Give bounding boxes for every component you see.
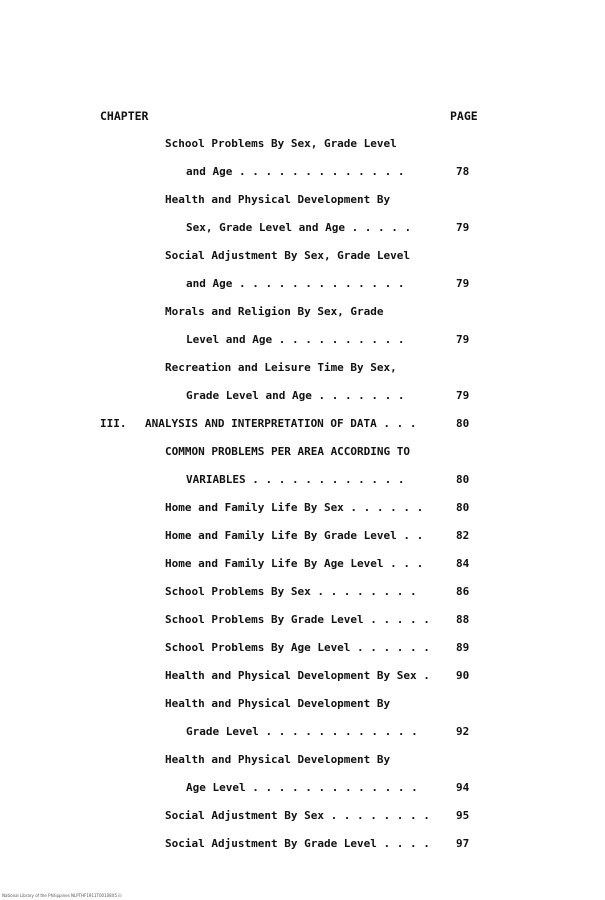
toc-entry: VARIABLES . . . . . . . . . . . .	[186, 473, 405, 486]
toc-page-number: 80	[456, 473, 470, 486]
toc-page-number: 79	[456, 277, 470, 290]
toc-page-number: 80	[456, 417, 470, 430]
toc-entry: School Problems By Sex, Grade Level	[165, 137, 397, 150]
footer-text: National Library of the Philippines NLPTHF1911T00108X5 iii	[2, 893, 122, 898]
toc-entry: Morals and Religion By Sex, Grade	[165, 305, 384, 318]
toc-page-number: 82	[456, 529, 470, 542]
toc-entry: and Age . . . . . . . . . . . . .	[186, 277, 405, 290]
toc-page-number: 95	[456, 809, 470, 822]
toc-entry: Health and Physical Development By	[165, 753, 391, 766]
toc-page-number: 90	[456, 669, 470, 682]
toc-entry: Home and Family Life By Sex . . . . . .	[165, 501, 424, 514]
toc-entry: Health and Physical Development By Sex .	[165, 669, 430, 682]
toc-page-number: 97	[456, 837, 470, 850]
toc-entry: Social Adjustment By Sex . . . . . . . .	[165, 809, 430, 822]
toc-page-number: 88	[456, 613, 470, 626]
toc-page-number: 79	[456, 389, 470, 402]
toc-entry: Home and Family Life By Age Level . . .	[165, 557, 424, 570]
toc-page-number: 80	[456, 501, 470, 514]
toc-entry: School Problems By Sex . . . . . . . .	[165, 585, 417, 598]
toc-entry: School Problems By Grade Level . . . . .	[165, 613, 430, 626]
toc-entry: Age Level . . . . . . . . . . . . .	[186, 781, 418, 794]
toc-page-number: 92	[456, 725, 470, 738]
toc-entry: Health and Physical Development By	[165, 193, 391, 206]
toc-entry: Level and Age . . . . . . . . . .	[186, 333, 405, 346]
page-heading: PAGE	[450, 109, 478, 123]
toc-entry: Grade Level and Age . . . . . . .	[186, 389, 405, 402]
toc-entry: Sex, Grade Level and Age . . . . .	[186, 221, 412, 234]
toc-entry: Social Adjustment By Sex, Grade Level	[165, 249, 411, 262]
toc-entry: Home and Family Life By Grade Level . .	[165, 529, 424, 542]
toc-page-number: 86	[456, 585, 470, 598]
toc-entry: COMMON PROBLEMS PER AREA ACCORDING TO	[165, 445, 411, 458]
toc-page-number: 89	[456, 641, 470, 654]
toc-page-number: 78	[456, 165, 470, 178]
toc-entry: Recreation and Leisure Time By Sex,	[165, 361, 397, 374]
toc-page-number: 94	[456, 781, 470, 794]
toc-page-number: 79	[456, 221, 470, 234]
toc-entry: ANALYSIS AND INTERPRETATION OF DATA . . .	[145, 417, 417, 430]
toc-entry: Grade Level . . . . . . . . . . . .	[186, 725, 418, 738]
toc-entry: Health and Physical Development By	[165, 697, 391, 710]
toc-entry: Social Adjustment By Grade Level . . . .	[165, 837, 430, 850]
toc-entry: School Problems By Age Level . . . . . .	[165, 641, 430, 654]
toc-entry: and Age . . . . . . . . . . . . .	[186, 165, 405, 178]
toc-page-number: 84	[456, 557, 470, 570]
toc-page-number: 79	[456, 333, 470, 346]
chapter-numeral: III.	[100, 417, 127, 430]
chapter-heading: CHAPTER	[100, 109, 149, 123]
